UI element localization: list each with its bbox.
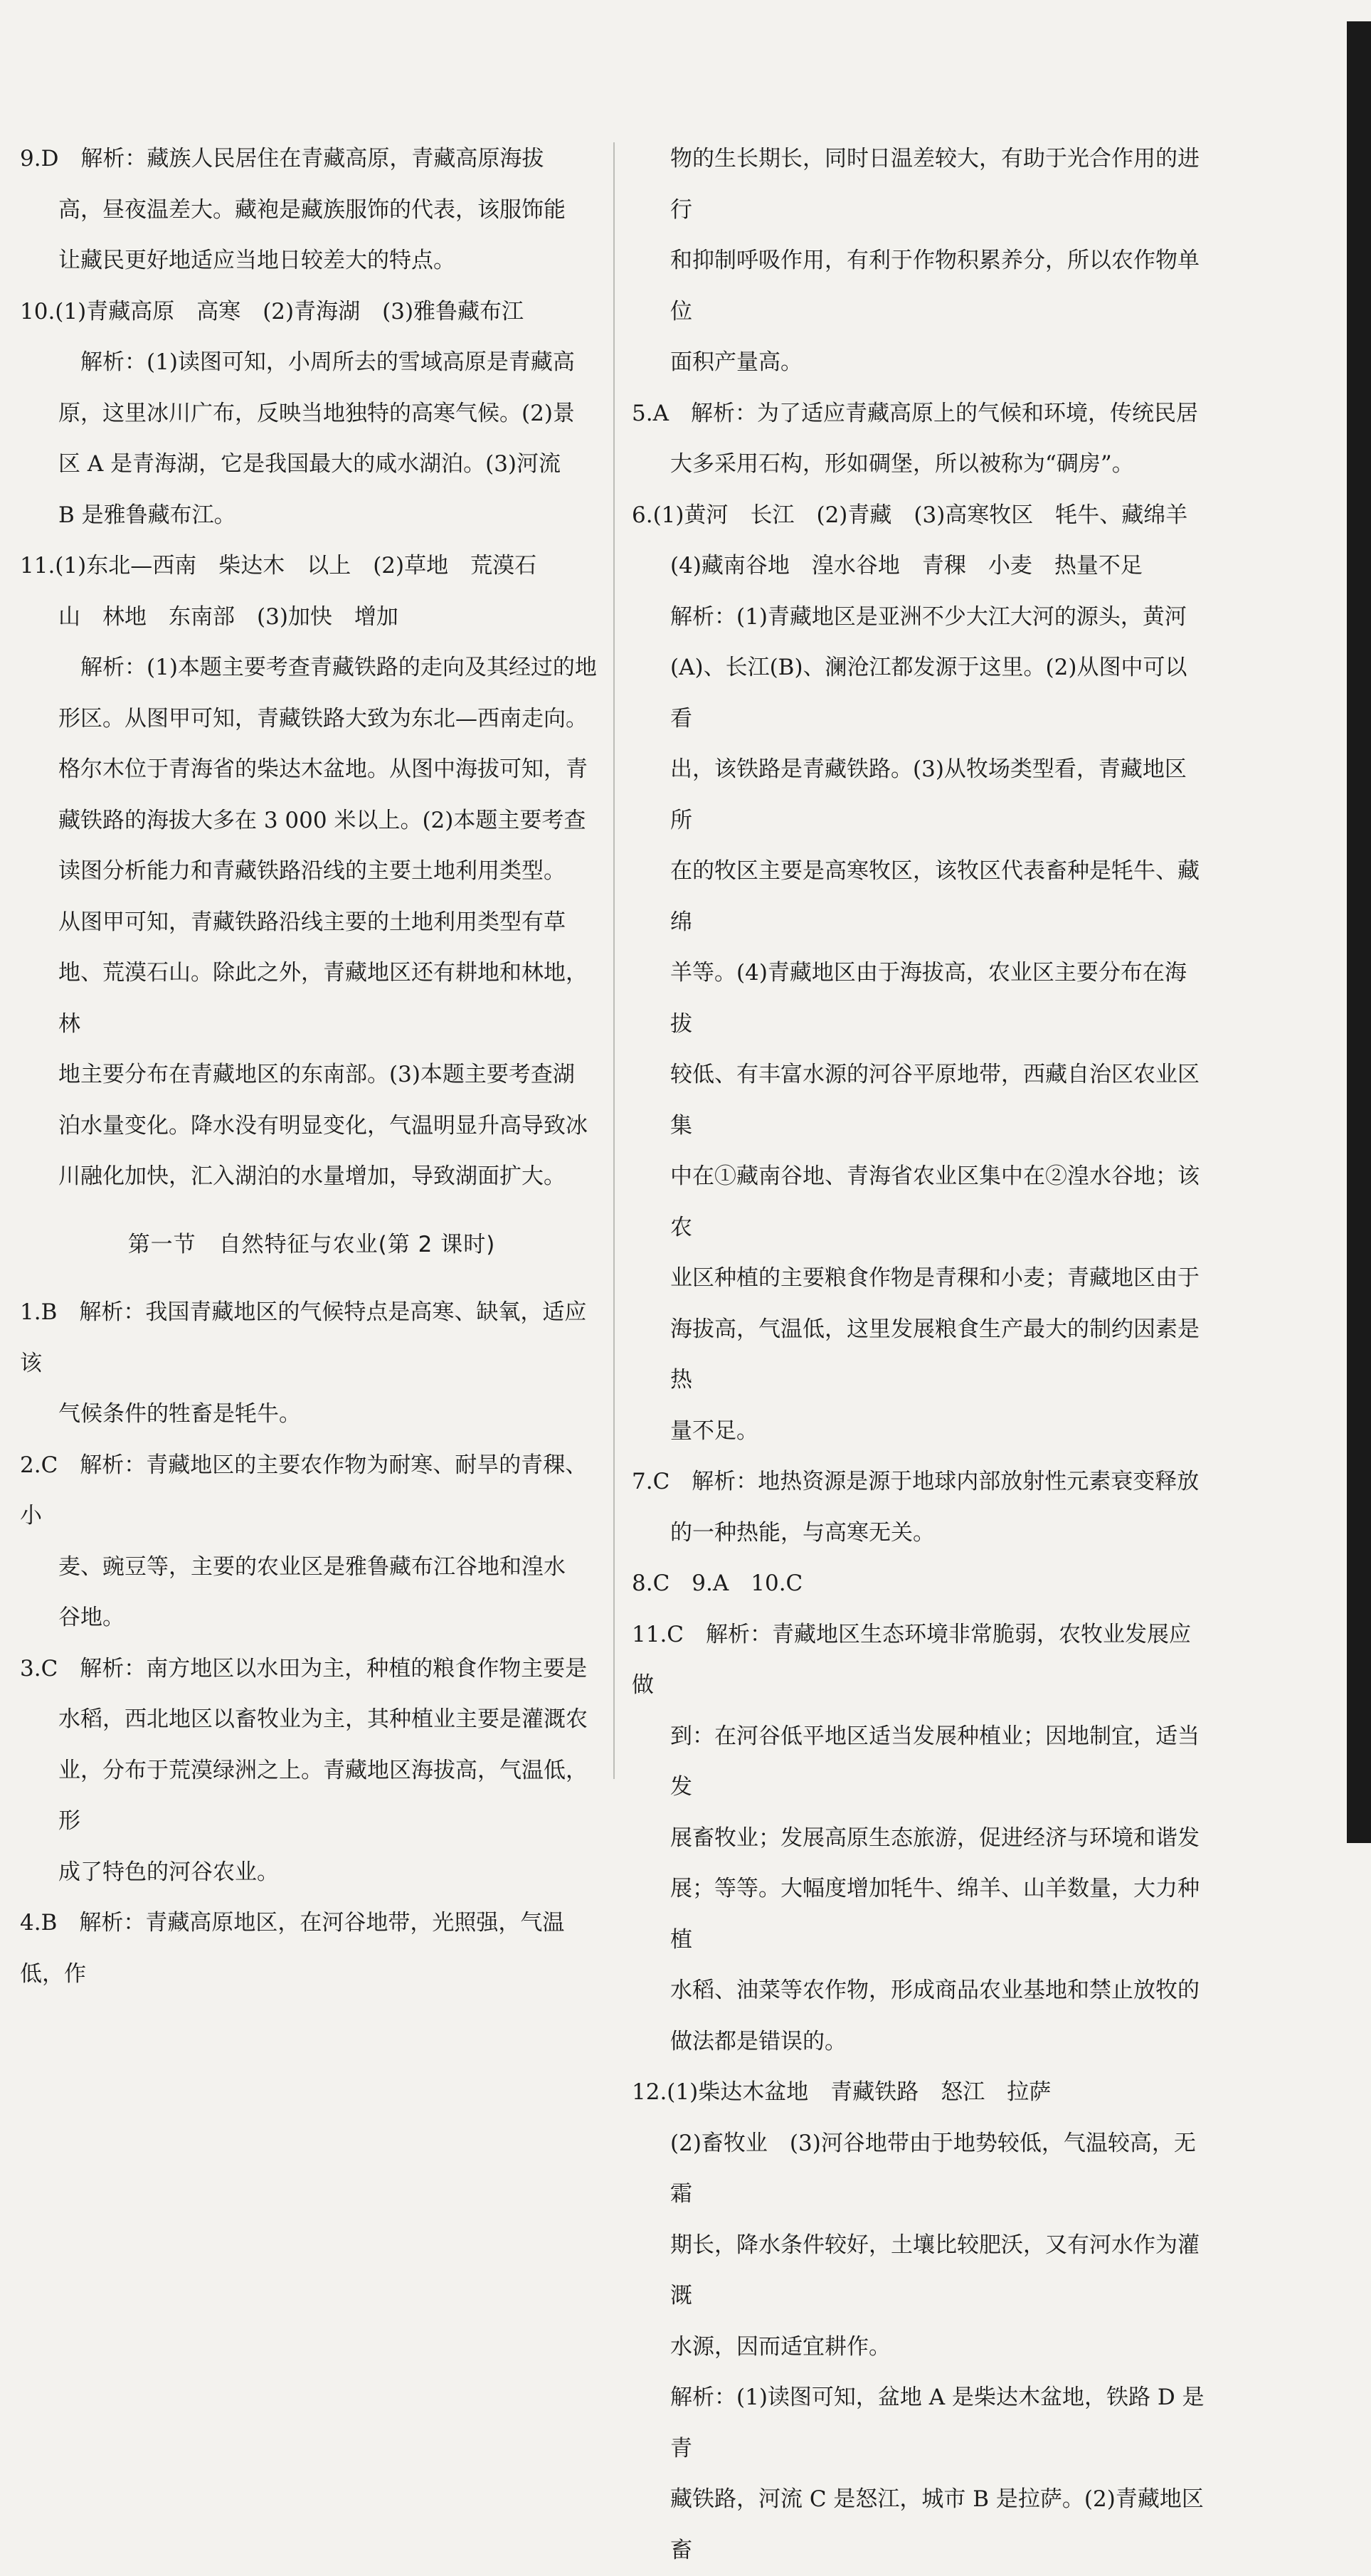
text-line: 地、荒漠石山。除此之外，青藏地区还有耕地和林地，林 [58, 960, 588, 1037]
text-line: 藏铁路，河流 C 是怒江，城市 B 是拉萨。(2)青藏地区畜 [670, 2486, 1204, 2563]
text-line: 成了特色的河谷农业。 [58, 1859, 279, 1885]
text-line: 谷地。 [58, 1605, 125, 1630]
text-line: 让藏民更好地适应当地日较差大的特点。 [58, 248, 455, 273]
text-line: 气候条件的牲畜是牦牛。 [58, 1401, 301, 1427]
text-line: 10.(1)青藏高原 高寒 (2)青海湖 (3)雅鲁藏布江 [20, 298, 524, 324]
text-line: 藏铁路的海拔大多在 3 000 米以上。(2)本题主要考查 [58, 807, 586, 833]
s5-block [632, 389, 1208, 490]
s6-block [632, 490, 1208, 1457]
text-line: 12.(1)柴达木盆地 青藏铁路 怒江 拉萨 [632, 2079, 1052, 2105]
text-line: 展畜牧业；发展高原生态旅游，促进经济与环境和谐发 [670, 1825, 1200, 1851]
text-line: 8.C 9.A 10.C [632, 1571, 803, 1596]
column-divider [613, 142, 615, 1779]
text-line: 高，昼夜温差大。藏袍是藏族服饰的代表，该服饰能 [58, 196, 566, 223]
text-line: 2.C 解析：青藏地区的主要农作物为耐寒、耐旱的青稞、小 [20, 1452, 588, 1529]
text-line: 从图甲可知，青藏铁路沿线主要的土地利用类型有草 [58, 909, 566, 935]
left-column [20, 134, 603, 2000]
text-line: 在的牧区主要是高寒牧区，该牧区代表畜种是牦牛、藏绵 [670, 858, 1200, 935]
s1-block [20, 1287, 603, 1440]
text-line: 羊等。(4)青藏地区由于海拔高，农业区主要分布在海拔 [670, 960, 1187, 1037]
text-line: (A)、长江(B)、澜沧江都发源于这里。(2)从图中可以看 [670, 655, 1187, 732]
q11-block [20, 541, 603, 1203]
text-line: 麦、豌豆等，主要的农业区是雅鲁藏布江谷地和湟水 [58, 1553, 566, 1580]
text-line: 9.D 解析：藏族人民居住在青藏高原，青藏高原海拔 [20, 146, 544, 171]
s12-block [632, 2067, 1208, 2576]
text-line: 形区。从图甲可知，青藏铁路大致为东北—西南走向。 [58, 705, 588, 732]
text-line: 海拔高，气温低，这里发展粮食生产最大的制约因素是热 [670, 1316, 1200, 1393]
text-line: 水稻，西北地区以畜牧业为主，其种植业主要是灌溉农 [58, 1706, 588, 1732]
text-line: (2)畜牧业 (3)河谷地带由于地势较低，气温较高，无霜 [670, 2130, 1196, 2207]
text-line: 6.(1)黄河 长江 (2)青藏 (3)高寒牧区 牦牛、藏绵羊 [632, 502, 1188, 528]
text-line: 业，分布于荒漠绿洲之上。青藏地区海拔高，气温低，形 [58, 1757, 588, 1834]
text-line: 较低、有丰富水源的河谷平原地带，西藏自治区农业区集 [670, 1062, 1200, 1139]
s2-block [20, 1440, 603, 1644]
text-line: 水稻、油菜等农作物，形成商品农业基地和禁止放牧的 [670, 1978, 1200, 2003]
text-line: 展；等等。大幅度增加牦牛、绵羊、山羊数量，大力种植 [670, 1876, 1200, 1953]
text-line: 泊水量变化。降水没有明显变化，气温明显升高导致冰 [58, 1112, 588, 1139]
text-line: 期长，降水条件较好，土壤比较肥沃，又有河水作为灌溉 [670, 2232, 1200, 2308]
text-line: 出，该铁路是青藏铁路。(3)从牧场类型看，青藏地区所 [670, 756, 1187, 833]
s7-block [632, 1457, 1208, 1558]
text-line: 11.C 解析：青藏地区生态环境非常脆弱，农牧业发展应做 [632, 1621, 1192, 1698]
s3-block [20, 1644, 603, 1899]
text-line: 4.B 解析：青藏高原地区，在河谷地带，光照强，气温低，作 [20, 1910, 565, 1987]
q9-block [20, 134, 603, 287]
text-line: 到：在河谷低平地区适当发展种植业；因地制宜，适当发 [670, 1723, 1200, 1800]
text-line: (4)藏南谷地 湟水谷地 青稞 小麦 热量不足 [670, 553, 1143, 579]
text-line: 格尔木位于青海省的柴达木盆地。从图中海拔可知，青 [58, 756, 588, 782]
text-line: 量不足。 [670, 1418, 758, 1444]
s11-block [632, 1610, 1208, 2068]
text-line: 大多采用石构，形如碉堡，所以被称为“碉房”。 [670, 451, 1134, 477]
page-edge-shadow [1347, 21, 1371, 1843]
text-line: 的一种热能，与高寒无关。 [670, 1519, 935, 1546]
text-line: 原，这里冰川广布，反映当地独特的高寒气候。(2)景 [58, 400, 575, 426]
text-line: B 是雅鲁藏布江。 [58, 502, 236, 528]
s8-block [632, 1558, 1208, 1610]
section-title: 第一节 自然特征与农业(第 2 课时) [127, 1231, 496, 1257]
s4-block [20, 1898, 603, 2000]
text-line: 业区种植的主要粮食作物是青稞和小麦；青藏地区由于 [670, 1265, 1200, 1291]
text-line: 和抑制呼吸作用，有利于作物积累养分，所以农作物单位 [670, 248, 1200, 324]
text-line: 地主要分布在青藏地区的东南部。(3)本题主要考查湖 [58, 1062, 575, 1087]
text-line: 解析：(1)读图可知，盆地 A 是柴达木盆地，铁路 D 是青 [670, 2385, 1205, 2461]
text-line: 5.A 解析：为了适应青藏高原上的气候和环境，传统民居 [632, 400, 1198, 426]
text-line: 山 林地 东南部 (3)加快 增加 [58, 603, 398, 630]
text-line: 做法都是错误的。 [670, 2028, 847, 2054]
s4-cont-block [632, 134, 1208, 389]
text-line: 中在①藏南谷地、青海省农业区集中在②湟水谷地；该农 [670, 1163, 1200, 1240]
text-line: 读图分析能力和青藏铁路沿线的主要土地利用类型。 [58, 858, 566, 884]
text-line: 解析：(1)本题主要考查青藏铁路的走向及其经过的地 [58, 655, 597, 680]
text-line: 区 A 是青海湖，它是我国最大的咸水湖泊。(3)河流 [58, 451, 561, 477]
right-column [632, 134, 1208, 2576]
text-line: 解析：(1)青藏地区是亚洲不少大江大河的源头，黄河 [670, 603, 1187, 630]
text-line: 7.C 解析：地热资源是源于地球内部放射性元素衰变释放 [632, 1469, 1200, 1494]
text-line: 11.(1)东北—西南 柴达木 以上 (2)草地 荒漠石 [20, 553, 537, 579]
text-line: 水源，因而适宜耕作。 [670, 2333, 891, 2360]
text-line: 解析：(1)读图可知，小周所去的雪域高原是青藏高 [58, 349, 575, 375]
text-line: 1.B 解析：我国青藏地区的气候特点是高寒、缺氧，适应该 [20, 1299, 587, 1376]
text-line: 面积产量高。 [670, 349, 803, 375]
text-line: 物的生长期长，同时日温差较大，有助于光合作用的进行 [670, 146, 1200, 223]
text-line: 川融化加快，汇入湖泊的水量增加，导致湖面扩大。 [58, 1163, 566, 1189]
text-line: 3.C 解析：南方地区以水田为主，种植的粮食作物主要是 [20, 1655, 588, 1682]
q10-block [20, 287, 603, 542]
